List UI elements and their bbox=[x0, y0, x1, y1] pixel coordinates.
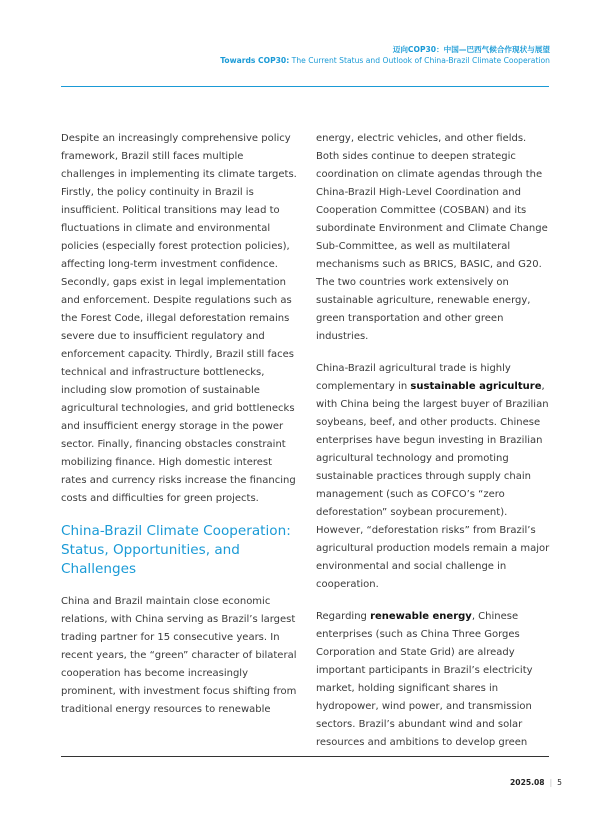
section-heading: China-Brazil Climate Cooperation: Status, Opportunities, and Challenges bbox=[61, 523, 291, 577]
text: Regarding bbox=[316, 611, 371, 622]
right-column bbox=[316, 130, 552, 766]
header-title-cn: 迈向COP30：中国—巴西气候合作现状与展望 bbox=[392, 45, 550, 54]
text: , with China being the largest buyer of Brazilian soybeans, beef, and other products. Chinese enterprises have begun investing in Brazilian agricultural technology and promoting sustainable practices through supply chain management (such as COFCO’s “zero deforestation” soybean procurement). However, “deforestation risks” from Brazil’s agricultural production models remain a major environmental and social challenge in cooperation. bbox=[316, 381, 550, 590]
footer bbox=[510, 778, 562, 787]
footer-date: 2025.08 bbox=[510, 778, 545, 787]
paragraph bbox=[316, 608, 552, 752]
running-header bbox=[220, 44, 550, 66]
footer-separator: | bbox=[549, 778, 553, 787]
footer-divider bbox=[61, 756, 549, 757]
text: , Chinese enterprises (such as China Three Gorges Corporation and State Grid) are already important participants in Brazil’s electricity market, holding significant shares in hydropower, wind power, and transmission sectors. Brazil’s abundant wind and solar resources and ambitions to develop green bbox=[316, 611, 533, 748]
text: China-Brazil agricultural trade is highly complementary in bbox=[316, 363, 511, 392]
paragraph: China and Brazil maintain close economic relations, with China serving as Brazil’s largest trading partner for 15 consecutive years. In recent years, the “green” character of bilateral cooperation has become increasingly prominent, with investment focus shifting from traditional energy resources to renewable bbox=[61, 596, 297, 715]
paragraph bbox=[316, 360, 552, 594]
bold-term: sustainable agriculture bbox=[410, 381, 542, 392]
bold-term: renewable energy bbox=[370, 611, 472, 622]
header-divider bbox=[61, 86, 549, 87]
page-number: 5 bbox=[557, 778, 562, 787]
header-title-en-rest: The Current Status and Outlook of China-Brazil Climate Cooperation bbox=[289, 56, 550, 65]
paragraph: energy, electric vehicles, and other fields. Both sides continue to deepen strategic coordination on climate agendas through the China-Brazil High-Level Coordination and Cooperation Committee (COSBAN) and its subordinate Environment and Climate Change Sub-Committee, as well as multilateral mechanisms such as BRICS, BASIC, and G20. The two countries work extensively on sustainable agriculture, renewable energy, green transportation and other green industries. bbox=[316, 133, 548, 342]
header-title-en bbox=[220, 55, 550, 66]
paragraph: Despite an increasingly comprehensive policy framework, Brazil still faces multiple challenges in implementing its climate targets. Firstly, the policy continuity in Brazil is insufficient. Political transitions may lead to fluctuations in climate and environmental policies (especially forest protection policies), affecting long-term investment confidence. Secondly, gaps exist in legal implementation and enforcement. Despite regulations such as the Forest Code, illegal deforestation remains severe due to insufficient regulatory and enforcement capacity. Thirdly, Brazil still faces technical and infrastructure bottlenecks, including slow promotion of sustainable agricultural technologies, and grid bottlenecks and insufficient energy storage in the power sector. Finally, financing obstacles constraint mobilizing finance. High domestic interest rates and currency risks increase the financing costs and difficulties for green projects. bbox=[61, 133, 297, 504]
header-title-en-bold: Towards COP30: bbox=[220, 56, 290, 65]
left-column bbox=[61, 130, 297, 733]
